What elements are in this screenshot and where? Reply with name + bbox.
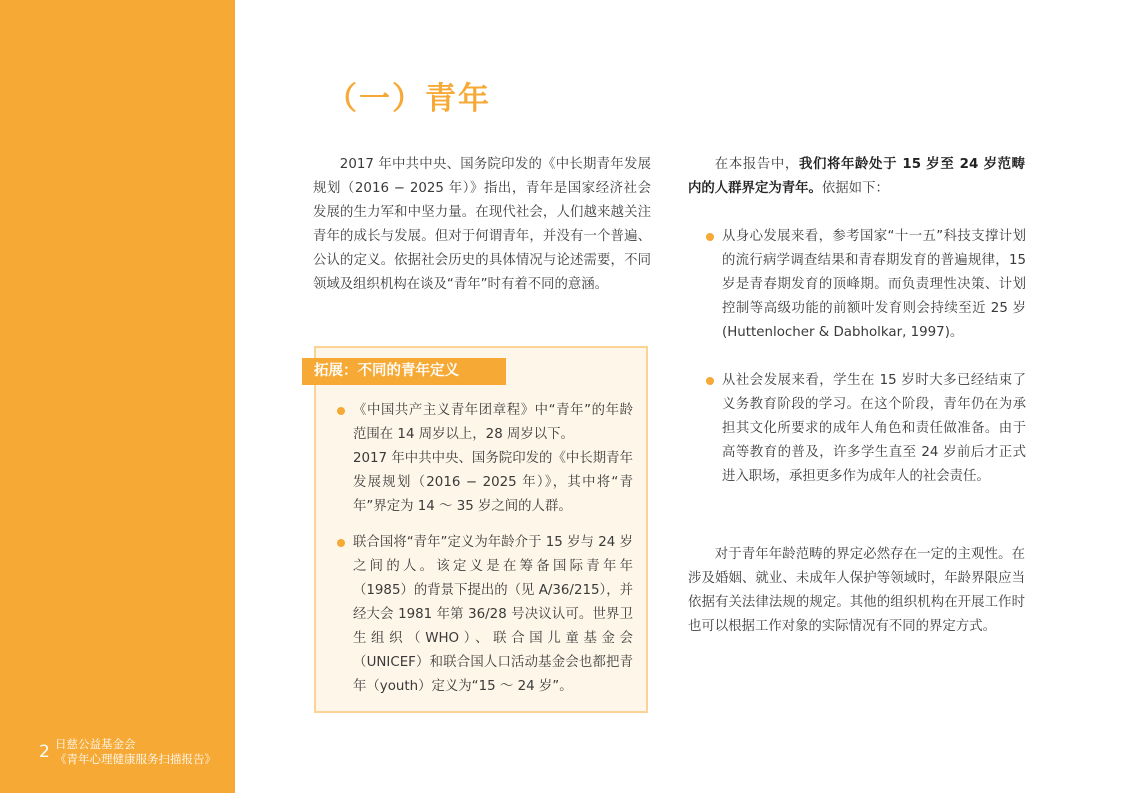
list-item-text: 从身心发展来看，参考国家“十一五”科技支撑计划的流行病学调查结果和青春期发育的普遍规律，15 岁是青春期发育的顶峰期。而负责理性决策、计划控制等高级功能的前额叶发育则会持续至近 25 岁 (Huttenlocher & Dabholkar, 1997)。 bbox=[722, 229, 1026, 340]
list-item-text: 2017 年中共中央、国务院印发的《中长期青年发展规划（2016 − 2025 年）》，其中将“青年”界定为 14 ～ 35 岁之间的人群。 bbox=[353, 451, 633, 514]
closing-paragraph: 对于青年年龄范畴的界定必然存在一定的主观性。在涉及婚姻、就业、未成年人保护等领域时，年龄界限应当依据有关法律法规的规定。其他的组织机构在开展工作时也可以根据工作对象的实际情况有不同的界定方式。 bbox=[688, 547, 1025, 634]
footer-publication bbox=[55, 737, 216, 767]
list-item bbox=[706, 369, 1026, 489]
bullet-dot-icon bbox=[337, 407, 345, 415]
list-item-text: 《中国共产主义青年团章程》中“青年”的年龄范围在 14 周岁以上，28 周岁以下。 bbox=[353, 403, 633, 442]
scope-suffix: 依据如下： bbox=[821, 181, 889, 196]
bullet-dot-icon bbox=[706, 233, 714, 241]
scope-prefix: 在本报告中， bbox=[714, 157, 799, 172]
list-item-text: 联合国将“青年”定义为年龄介于 15 岁与 24 岁之间的人。该定义是在筹备国际青年年（1985）的背景下提出的（见 A/36/215），并经大会 1981 年第 36/28 号决议认可。世界卫生组织（WHO）、联合国儿童基金会（UNICEF）和联合国人口活动基金会也都把青年（youth）定义为“15 ～ 24 岁”。 bbox=[353, 535, 633, 694]
bullet-dot-icon bbox=[706, 377, 714, 385]
section-title: （一）青年 bbox=[326, 81, 491, 117]
expansion-box-label: 拓展：不同的青年定义 bbox=[302, 358, 506, 385]
footer-report-title: 《青年心理健康服务扫描报告》 bbox=[55, 752, 216, 766]
page-number: 2 bbox=[39, 742, 50, 762]
list-item bbox=[337, 531, 633, 699]
intro-paragraph: 2017 年中共中央、国务院印发的《中长期青年发展规划（2016 − 2025 年）》指出，青年是国家经济社会发展的生力军和中坚力量。在现代社会，人们越来越关注青年的成长与发展。但对于何谓青年，并没有一个普遍、公认的定义。依据社会历史的具体情况与论述需要，不同领域及组织机构在谈及“青年”时有着不同的意涵。 bbox=[313, 157, 651, 292]
expansion-box-list bbox=[337, 399, 633, 699]
footer-org-name: 日慈公益基金会 bbox=[55, 737, 136, 751]
scope-definition-paragraph bbox=[688, 153, 1025, 201]
bullet-dot-icon bbox=[337, 539, 345, 547]
list-item-text: 从社会发展来看，学生在 15 岁时大多已经结束了义务教育阶段的学习。在这个阶段，青年仍在为承担其文化所要求的成年人角色和责任做准备。由于高等教育的普及，许多学生直至 24 岁前后才正式进入职场，承担更多作为成年人的社会责任。 bbox=[722, 373, 1026, 484]
list-item bbox=[337, 399, 633, 519]
scope-definition-bold: 我们将年龄处于 15 岁至 24 岁范畴内的人群界定为青年。 bbox=[688, 157, 1026, 196]
list-item bbox=[706, 225, 1026, 345]
rationale-list bbox=[706, 225, 1026, 489]
orange-sidebar bbox=[0, 0, 235, 793]
